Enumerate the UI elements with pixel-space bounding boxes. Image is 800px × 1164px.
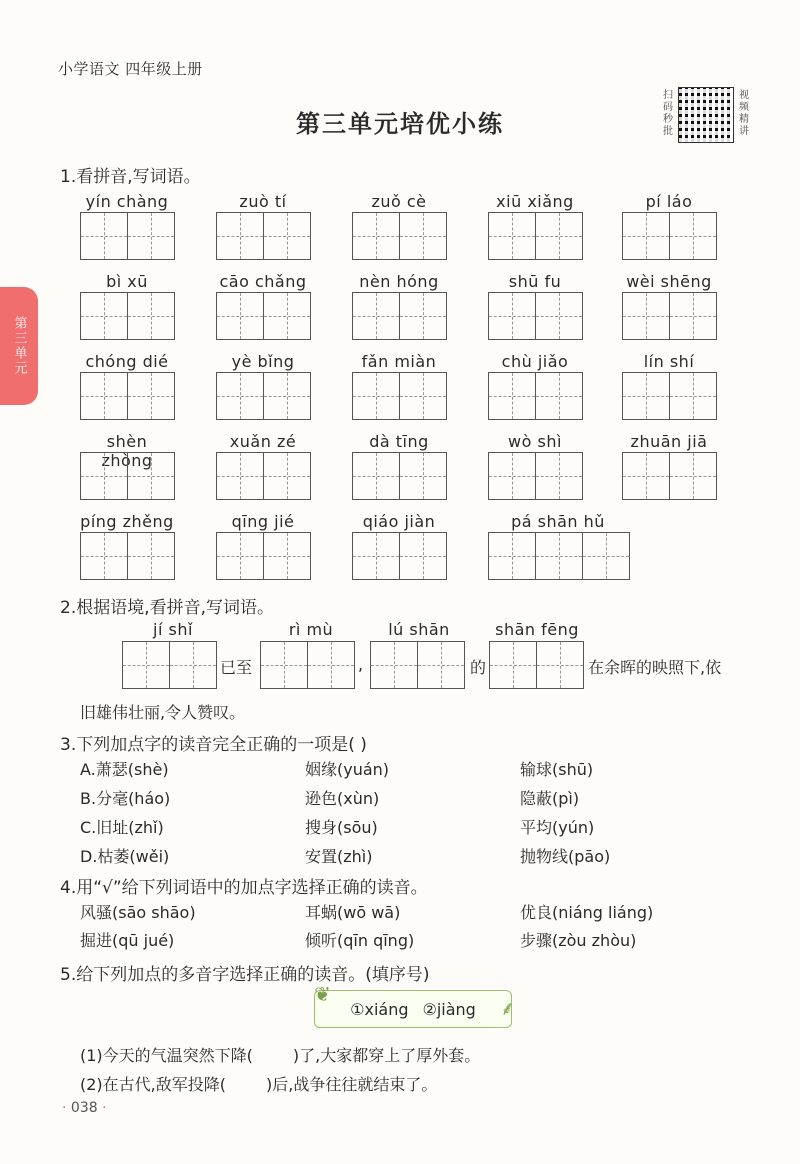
branch-decoration-icon: ❦ xyxy=(314,982,331,1006)
qr-left-label: 扫码秒批 xyxy=(663,90,673,137)
q1-answer-box[interactable] xyxy=(80,452,175,500)
q3-option: 搜身(sōu) xyxy=(305,818,378,837)
q4-title: 4.用“√”给下列词语中的加点字选择正确的读音。 xyxy=(60,878,428,898)
q1-answer-box[interactable] xyxy=(622,212,717,260)
q1-pinyin: píng zhěng xyxy=(80,512,174,531)
q2-answer-box-4[interactable] xyxy=(489,641,584,689)
q1-pinyin: xuǎn zé xyxy=(229,432,297,451)
page-title: 第三单元培优小练 xyxy=(296,110,504,138)
q3-title: 3.下列加点字的读音完全正确的一项是( ) xyxy=(60,735,367,755)
q1-pinyin: chù jiǎo xyxy=(501,352,569,371)
q1-pinyin: pí láo xyxy=(645,192,693,211)
q1-pinyin: shèn zhòng xyxy=(101,432,153,470)
q2-answer-box-3[interactable] xyxy=(370,641,465,689)
q3-option: 隐蔽(pì) xyxy=(520,789,580,808)
qr-right-label: 视频精讲 xyxy=(739,90,749,137)
q1-pinyin: zhuān jiā xyxy=(630,432,708,451)
q1-answer-box[interactable] xyxy=(216,212,311,260)
q1-pinyin: chóng dié xyxy=(85,352,169,371)
q1-answer-box[interactable] xyxy=(80,292,175,340)
q1-answer-box[interactable] xyxy=(216,452,311,500)
page-number: · 038 · xyxy=(62,1100,107,1116)
q1-pinyin: yè bǐng xyxy=(231,352,295,371)
q1-pinyin: xiū xiǎng xyxy=(496,192,574,211)
q1-answer-box[interactable] xyxy=(352,212,447,260)
q2-pinyin-3: lú shān xyxy=(388,620,450,639)
q1-pinyin: qiáo jiàn xyxy=(362,512,436,531)
book-header: 小学语文 四年级上册 xyxy=(58,60,203,78)
q1-pinyin: dà tīng xyxy=(369,432,429,451)
leaf-decoration-icon: ⸙ xyxy=(500,996,515,1020)
q1-answer-box[interactable] xyxy=(216,372,311,420)
q4-option[interactable]: 耳蜗(wō wā) xyxy=(305,903,401,922)
q5-option-1: ①xiáng xyxy=(350,999,409,1019)
q1-answer-box[interactable] xyxy=(488,452,583,500)
q4-option[interactable]: 风骚(sāo shāo) xyxy=(80,903,196,922)
q2-answer-box-1[interactable] xyxy=(122,641,217,689)
q4-option[interactable]: 掘进(qū jué) xyxy=(80,931,175,950)
q1-pinyin: wò shì xyxy=(508,432,562,451)
q4-option[interactable]: 步骤(zòu zhòu) xyxy=(520,931,637,950)
q4-option[interactable]: 优良(niáng liáng) xyxy=(520,903,654,922)
q3-option: 逊色(xùn) xyxy=(305,789,380,808)
q1-answer-box[interactable] xyxy=(622,372,717,420)
q5-sentence-1: (1)今天的气温突然下降( )了,大家都穿上了厚外套。 xyxy=(80,1046,481,1065)
q1-answer-box[interactable] xyxy=(216,292,311,340)
q1-pinyin: zuǒ cè xyxy=(371,192,427,211)
q1-pinyin: zuò tí xyxy=(239,192,287,211)
q1-answer-box[interactable] xyxy=(488,212,583,260)
q1-pinyin: qīng jié xyxy=(231,512,295,531)
unit-side-tab: 第三单元 xyxy=(0,287,38,405)
q3-option: A.萧瑟(shè) xyxy=(80,760,169,779)
q1-answer-box[interactable] xyxy=(488,372,583,420)
q2-pinyin-2: rì mù xyxy=(288,620,334,639)
q3-option: 输球(shū) xyxy=(520,760,594,779)
q2-pinyin-1: jí shǐ xyxy=(153,620,193,639)
q1-answer-box[interactable] xyxy=(352,532,447,580)
q1-pinyin: yín chàng xyxy=(85,192,169,211)
q2-answer-box-2[interactable] xyxy=(260,641,355,689)
q1-answer-box[interactable] xyxy=(622,292,717,340)
q1-pinyin: bì xū xyxy=(106,272,148,291)
q4-option[interactable]: 倾听(qīn qīng) xyxy=(305,931,415,950)
q3-option: 平均(yún) xyxy=(520,818,595,837)
q2-text-2: , xyxy=(358,655,364,674)
q1-title: 1.看拼音,写词语。 xyxy=(60,167,201,187)
q1-pinyin: shū fu xyxy=(508,272,562,291)
q1-pinyin: fǎn miàn xyxy=(361,352,437,371)
q1-answer-box[interactable] xyxy=(80,212,175,260)
q5-title: 5.给下列加点的多音字选择正确的读音。(填序号) xyxy=(60,965,430,985)
q1-answer-box[interactable] xyxy=(216,532,311,580)
q5-options-box xyxy=(314,990,512,1028)
q1-answer-box[interactable] xyxy=(352,452,447,500)
q2-text-5: 旧雄伟壮丽,令人赞叹。 xyxy=(80,703,246,722)
q1-answer-box[interactable] xyxy=(352,292,447,340)
q1-pinyin: wèi shēng xyxy=(626,272,712,291)
q2-text-3: 的 xyxy=(470,658,487,677)
q2-text-1: 已至 xyxy=(220,658,253,677)
q1-pinyin: nèn hóng xyxy=(359,272,439,291)
q3-option: B.分毫(háo) xyxy=(80,789,171,808)
q3-option: 姻缘(yuán) xyxy=(305,760,390,779)
q1-pinyin: lín shí xyxy=(643,352,695,371)
q1-answer-box[interactable] xyxy=(352,372,447,420)
q2-pinyin-4: shān fēng xyxy=(495,620,579,639)
qr-code-icon[interactable] xyxy=(678,87,734,143)
q1-pinyin: cāo chǎng xyxy=(219,272,307,291)
q1-answer-box[interactable] xyxy=(488,292,583,340)
q3-option: D.枯萎(wěi) xyxy=(80,847,170,866)
q1-pinyin: pá shān hǔ xyxy=(511,512,605,531)
q3-option: 抛物线(pāo) xyxy=(520,847,611,866)
q3-option: C.旧址(zhǐ) xyxy=(80,818,164,837)
q1-answer-box[interactable] xyxy=(80,532,175,580)
q2-text-4: 在余晖的映照下,依 xyxy=(588,658,722,677)
q1-answer-box[interactable] xyxy=(488,532,630,580)
q3-option: 安置(zhì) xyxy=(305,847,373,866)
q5-sentence-2: (2)在古代,敌军投降( )后,战争往往就结束了。 xyxy=(80,1075,438,1094)
q5-option-2: ②jiàng xyxy=(422,999,476,1019)
q2-title: 2.根据语境,看拼音,写词语。 xyxy=(60,598,275,618)
q1-answer-box[interactable] xyxy=(622,452,717,500)
q1-answer-box[interactable] xyxy=(80,372,175,420)
